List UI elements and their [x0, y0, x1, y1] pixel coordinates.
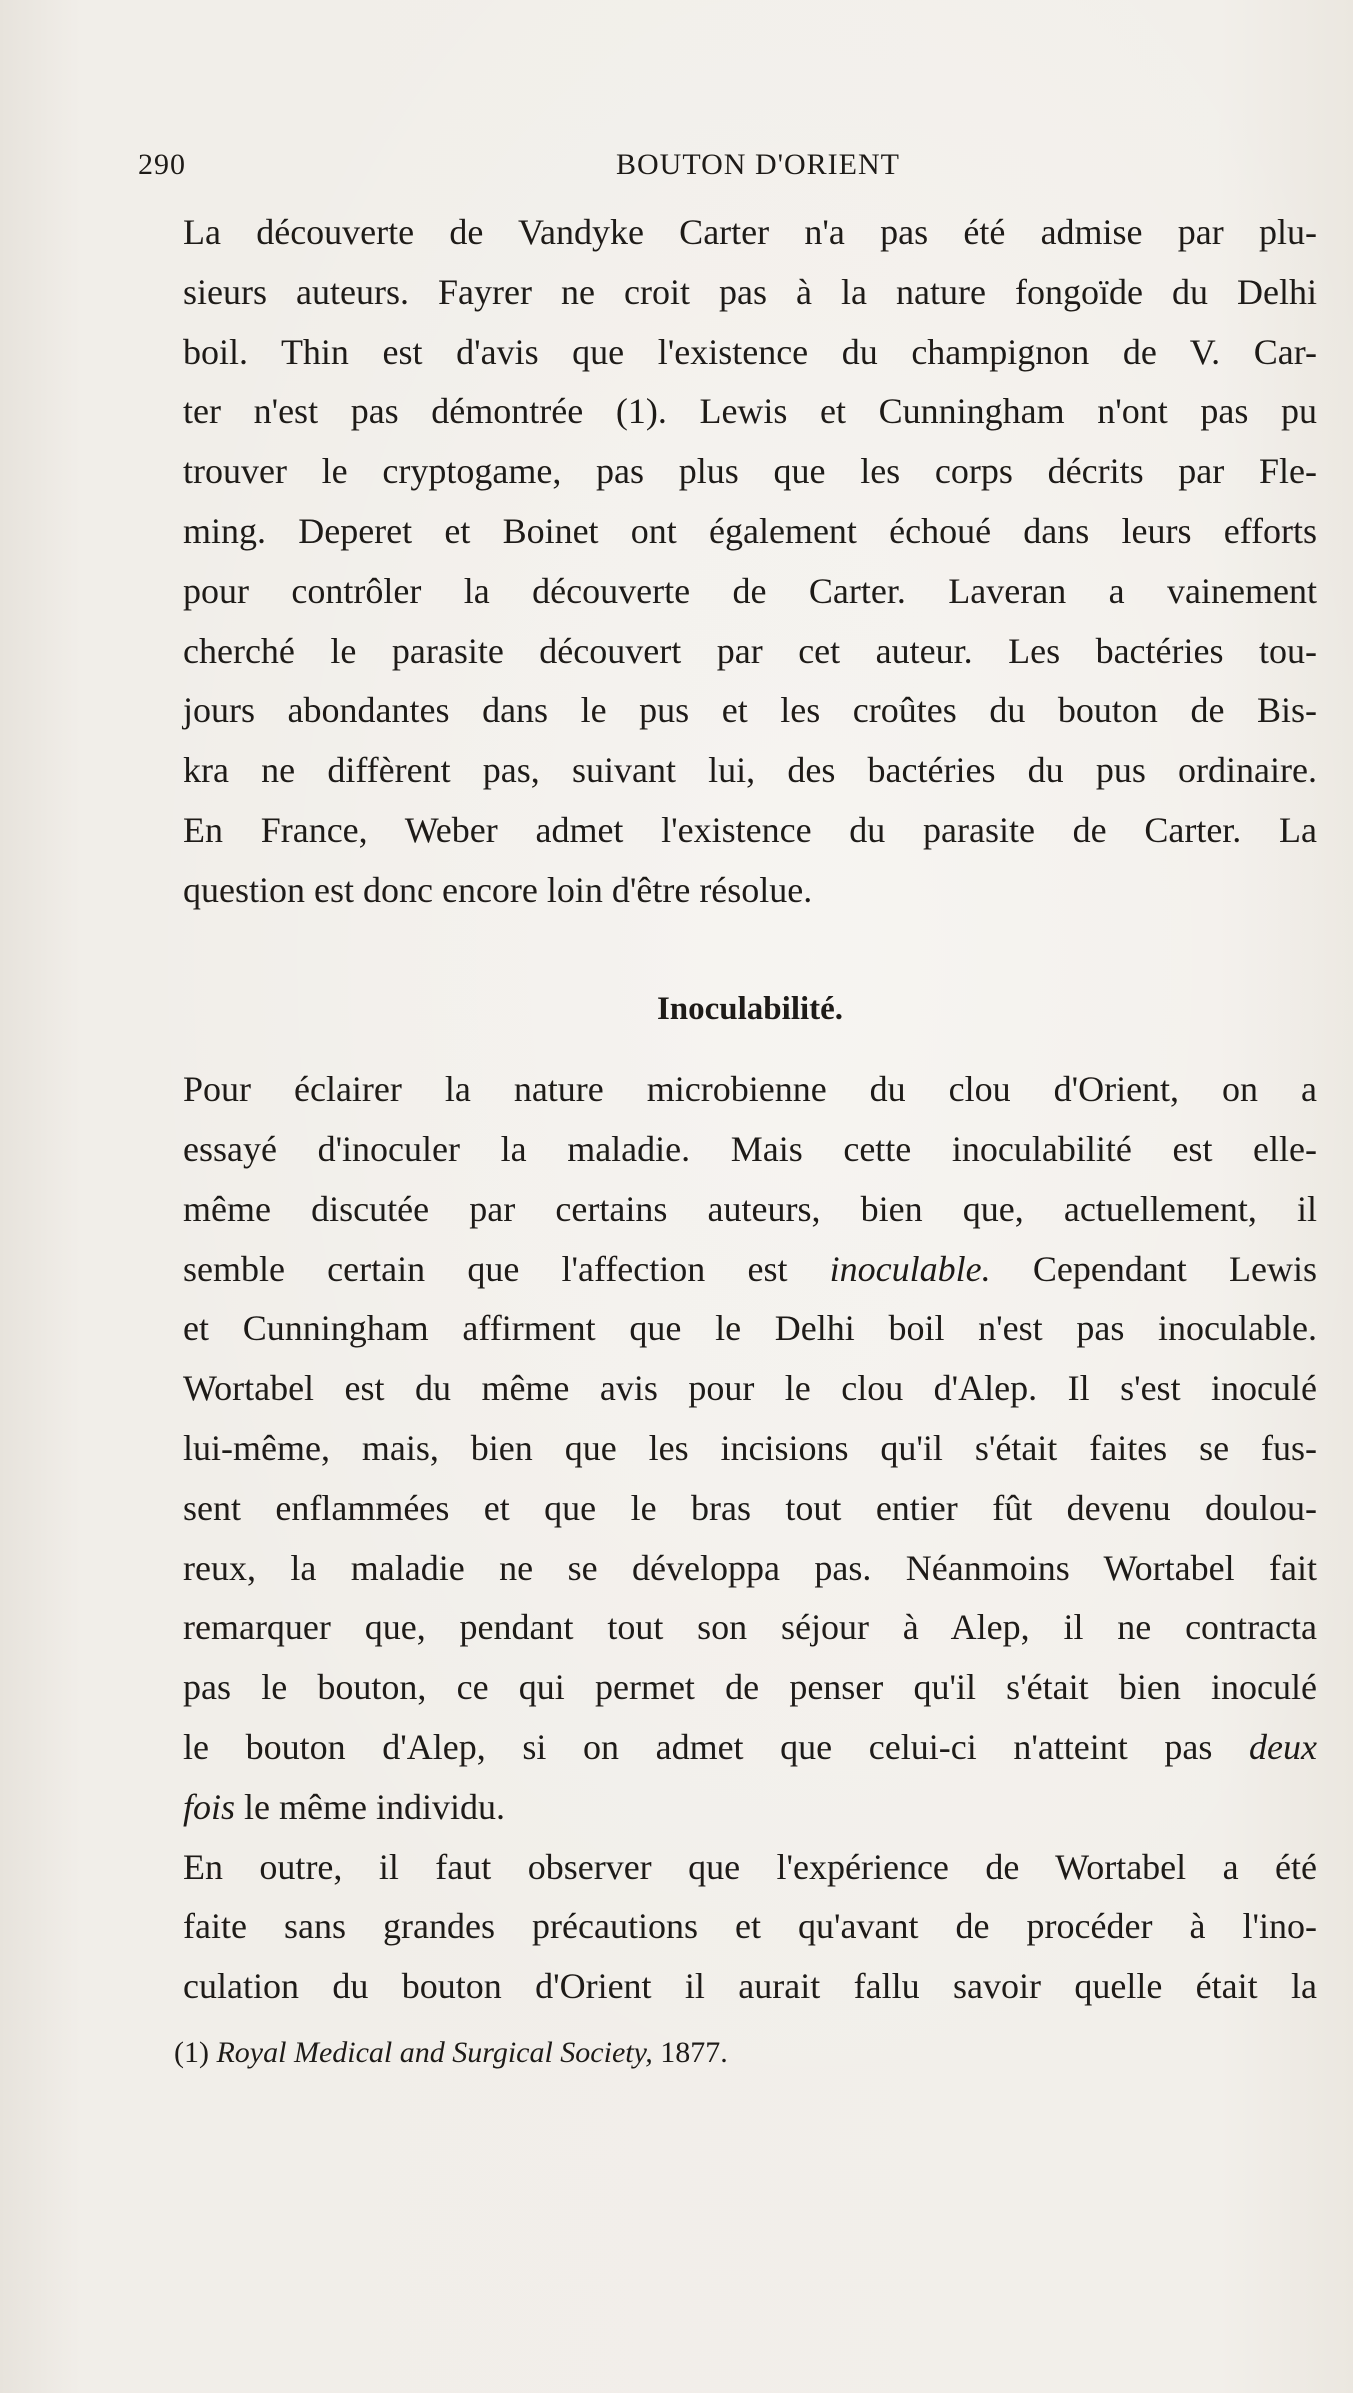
page-number: 290 — [138, 148, 186, 181]
spacer — [183, 921, 1317, 981]
text-line: sent enflammées et que le bras tout entier fût devenu doulou- — [183, 1487, 1317, 1528]
running-title: BOUTON D'ORIENT — [615, 148, 900, 181]
footnote-marker: (1) — [174, 2036, 209, 2069]
text-run: semble certain que l'affection est — [183, 1248, 830, 1289]
section-heading-inoculability: Inoculabilité. — [656, 991, 844, 1028]
text-line: même discutée par certains auteurs, bien que, actuellement, il — [183, 1188, 1317, 1229]
text-run: le bouton d'Alep, si on admet que celui-ci n'atteint pas — [183, 1726, 1250, 1767]
text-line: kra ne diffèrent pas, suivant lui, des bactéries du pus ordinaire. — [183, 750, 1317, 791]
text-line: jours abondantes dans le pus et les croûtes du bouton de Bis- — [183, 690, 1317, 731]
text-line: cherché le parasite découvert par cet auteur. Les bactéries tou- — [183, 630, 1317, 671]
text-line: ter n'est pas démontrée (1). Lewis et Cunningham n'ont pas pu — [183, 391, 1317, 432]
text-line: La découverte de Vandyke Carter n'a pas été admise par plu- — [183, 212, 1317, 252]
text-line: lui-même, mais, bien que les incisions qu'il s'était faites se fus- — [183, 1427, 1317, 1468]
text-line: En France, Weber admet l'existence du parasite de Carter. La — [183, 809, 1317, 850]
italic-term: fois — [183, 1786, 236, 1827]
text-line: boil. Thin est d'avis que l'existence du champignon de V. Car- — [183, 331, 1317, 372]
text-line: question est donc encore loin d'être résolue. — [183, 869, 813, 910]
text-line: Pour éclairer la nature microbienne du clou d'Orient, on a — [183, 1069, 1317, 1110]
footnote-source: Royal Medical and Surgical Society, — [216, 2036, 653, 2069]
text-line: Wortabel est du même avis pour le clou d'Alep. Il s'est inoculé — [183, 1368, 1317, 1409]
paragraph-inoculability — [183, 1060, 1317, 1837]
text-line: faite sans grandes précautions et qu'avant de procéder à l'ino- — [183, 1906, 1317, 1947]
text-line: trouver le cryptogame, pas plus que les corps décrits par Fle- — [183, 451, 1317, 492]
text-line: remarquer que, pendant tout son séjour à Alep, il ne contracta — [183, 1607, 1317, 1648]
text-run: le même individu. — [235, 1786, 505, 1827]
text-line: sieurs auteurs. Fayrer ne croit pas à la nature fongoïde du Delhi — [183, 271, 1317, 312]
text-line: reux, la maladie ne se développa pas. Néanmoins Wortabel fait — [183, 1547, 1317, 1588]
text-line: ming. Deperet et Boinet ont également échoué dans leurs efforts — [183, 510, 1317, 551]
text-run: Cependant Lewis — [990, 1248, 1317, 1289]
text-line — [183, 1778, 1317, 1838]
footnote — [174, 2036, 728, 2070]
text-line: culation du bouton d'Orient il aurait fallu savoir quelle était la — [183, 1966, 1317, 2007]
text-line: En outre, il faut observer que l'expérience de Wortabel a été — [183, 1846, 1317, 1887]
spacer — [183, 1040, 1317, 1060]
text-line: pour contrôler la découverte de Carter. Laveran a vainement — [183, 570, 1317, 611]
paragraph-carter-discovery — [183, 203, 1317, 921]
text-line: et Cunningham affirment que le Delhi boil n'est pas inoculable. — [183, 1308, 1317, 1349]
body-text — [183, 203, 1317, 2017]
page-header — [138, 148, 1318, 192]
text-line: pas le bouton, ce qui permet de penser qu'il s'était bien inoculé — [183, 1667, 1317, 1708]
text-line: essayé d'inoculer la maladie. Mais cette inoculabilité est elle- — [183, 1128, 1317, 1169]
text-line — [183, 1718, 1317, 1778]
paragraph-wortabel-experiment — [183, 1838, 1317, 2017]
italic-term: deux — [1249, 1726, 1317, 1767]
text-line — [183, 1240, 1317, 1300]
footnote-year: 1877. — [652, 2036, 728, 2069]
italic-term: inoculable. — [829, 1248, 991, 1289]
